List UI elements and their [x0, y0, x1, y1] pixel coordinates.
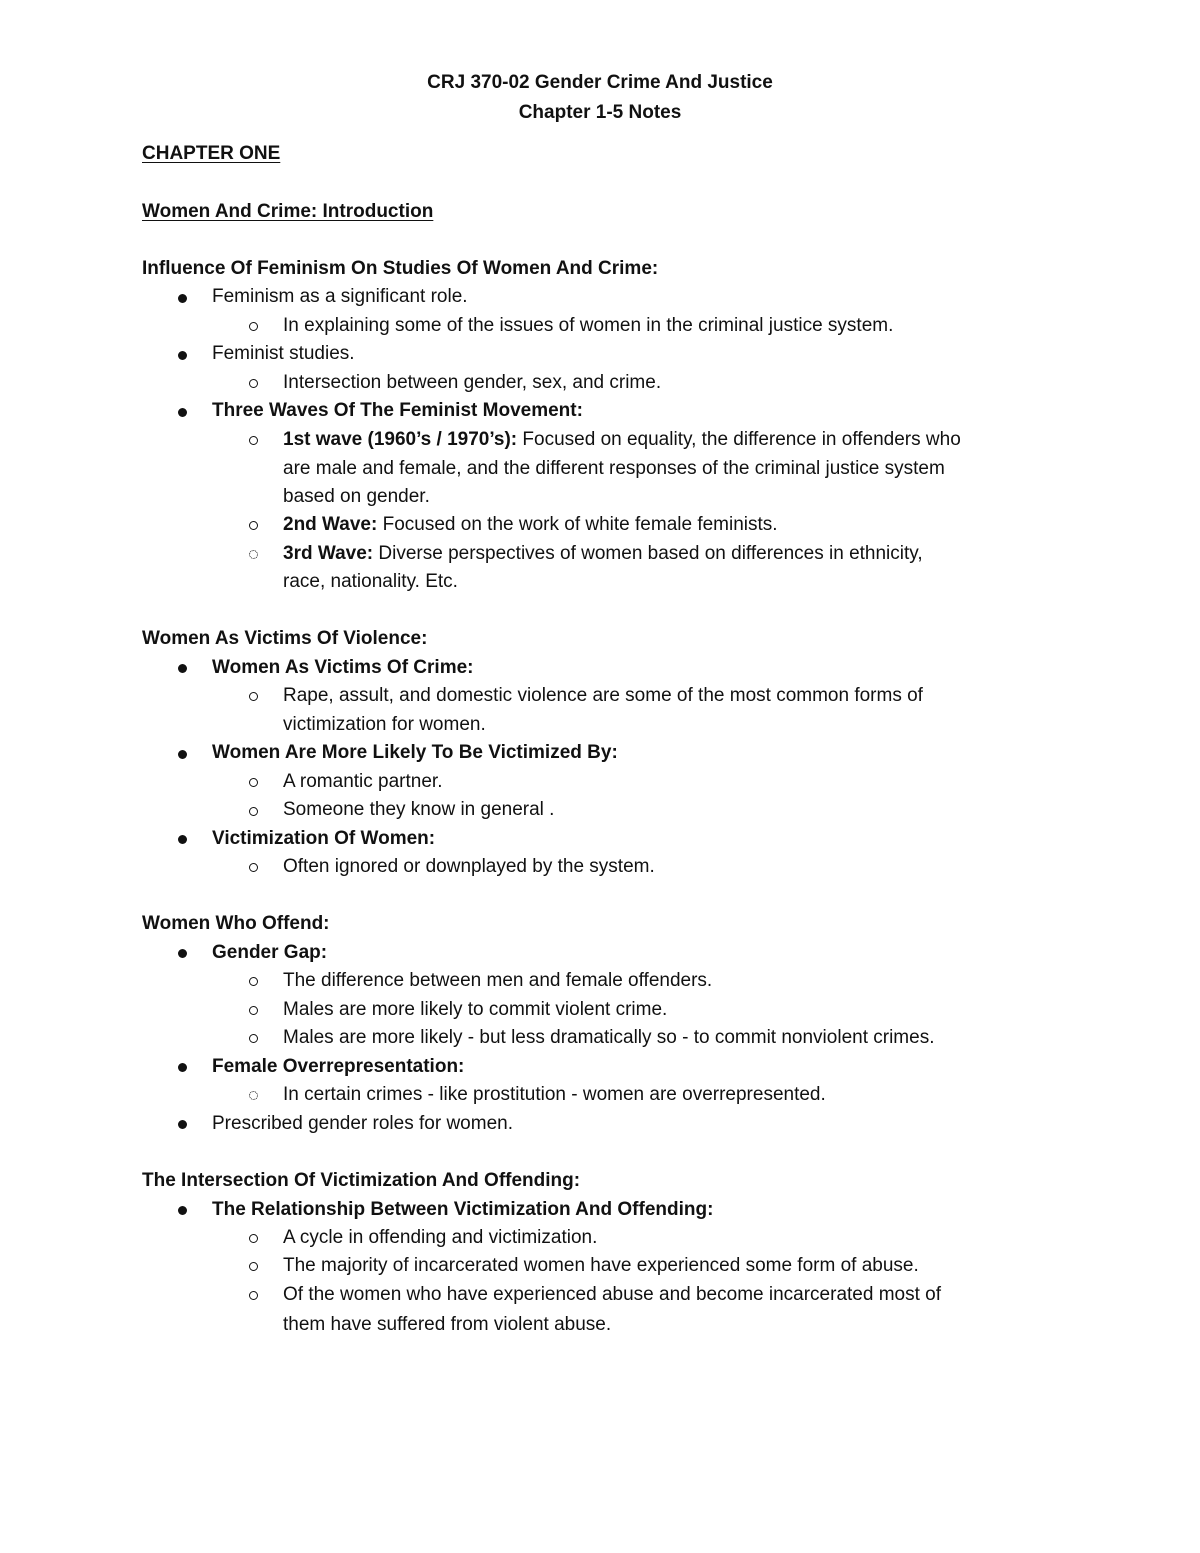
- bullet-icon: [178, 1120, 187, 1129]
- victims-heading: Women As Victims Of Violence:: [142, 628, 428, 649]
- sub-list-item: [283, 542, 923, 566]
- sub-bullet-icon: [249, 550, 258, 559]
- wave1-text: Focused on equality, the difference in offenders who: [517, 429, 961, 450]
- wave3-label: 3rd Wave:: [283, 543, 374, 564]
- sub-list-item: Males are more likely - but less dramatically so - to commit nonviolent crimes.: [283, 1027, 935, 1048]
- list-item: The Relationship Between Victimization And Offending:: [212, 1199, 714, 1220]
- section-title: Women And Crime: Introduction: [142, 201, 434, 222]
- bullet-icon: [178, 949, 187, 958]
- list-item: Gender Gap:: [212, 942, 328, 963]
- sub-list-item: A cycle in offending and victimization.: [283, 1227, 598, 1248]
- sub-list-item: A romantic partner.: [283, 771, 443, 792]
- sub-list-item-continued: based on gender.: [283, 486, 430, 507]
- sub-list-item-continued: race, nationality. Etc.: [283, 571, 458, 592]
- sub-bullet-icon: [249, 807, 258, 816]
- sub-list-item: Often ignored or downplayed by the system.: [283, 856, 655, 877]
- list-item: Prescribed gender roles for women.: [212, 1113, 513, 1134]
- document-title: CRJ 370-02 Gender Crime And Justice: [427, 72, 773, 93]
- sub-bullet-icon: [249, 1262, 258, 1271]
- document-subtitle: Chapter 1-5 Notes: [518, 102, 682, 123]
- bullet-icon: [178, 835, 187, 844]
- sub-bullet-icon: [249, 1234, 258, 1243]
- sub-bullet-icon: [249, 1091, 258, 1100]
- offend-heading: Women Who Offend:: [142, 913, 330, 934]
- sub-bullet-icon: [249, 322, 258, 331]
- bullet-icon: [178, 1063, 187, 1072]
- sub-list-item: Someone they know in general .: [283, 799, 555, 820]
- wave3-text: Diverse perspectives of women based on differences in ethnicity,: [373, 543, 923, 564]
- intersection-heading: The Intersection Of Victimization And Offending:: [142, 1170, 581, 1191]
- bullet-icon: [178, 1206, 187, 1215]
- sub-bullet-icon: [249, 692, 258, 701]
- sub-bullet-icon: [249, 977, 258, 986]
- chapter-heading: CHAPTER ONE: [142, 143, 281, 164]
- bullet-icon: [178, 664, 187, 673]
- feminism-heading: Influence Of Feminism On Studies Of Women And Crime:: [142, 258, 659, 279]
- wave2-text: Focused on the work of white female feminists.: [377, 514, 778, 535]
- list-item: Victimization Of Women:: [212, 828, 436, 849]
- sub-bullet-icon: [249, 379, 258, 388]
- sub-bullet-icon: [249, 1034, 258, 1043]
- wave2-label: 2nd Wave:: [283, 514, 378, 535]
- sub-bullet-icon: [249, 863, 258, 872]
- list-item: Feminist studies.: [212, 343, 355, 364]
- sub-bullet-icon: [249, 1291, 258, 1300]
- sub-list-item: The difference between men and female offenders.: [283, 970, 713, 991]
- bullet-icon: [178, 750, 187, 759]
- sub-list-item: [283, 428, 961, 452]
- sub-list-item: Of the women who have experienced abuse and become incarcerated most of: [283, 1284, 941, 1305]
- list-item: Women As Victims Of Crime:: [212, 657, 474, 678]
- sub-bullet-icon: [249, 436, 258, 445]
- sub-list-item-continued: victimization for women.: [283, 714, 486, 735]
- sub-bullet-icon: [249, 1006, 258, 1015]
- sub-list-item: The majority of incarcerated women have experienced some form of abuse.: [283, 1255, 919, 1276]
- list-item: Three Waves Of The Feminist Movement:: [212, 400, 583, 421]
- bullet-icon: [178, 351, 187, 360]
- sub-bullet-icon: [249, 778, 258, 787]
- sub-list-item: [283, 513, 778, 537]
- sub-list-item: Males are more likely to commit violent crime.: [283, 999, 668, 1020]
- wave1-label: 1st wave (1960’s / 1970’s):: [283, 429, 518, 450]
- list-item: Women Are More Likely To Be Victimized By:: [212, 742, 618, 763]
- sub-bullet-icon: [249, 521, 258, 530]
- bullet-icon: [178, 294, 187, 303]
- list-item: Feminism as a significant role.: [212, 286, 468, 307]
- sub-list-item: Rape, assult, and domestic violence are some of the most common forms of: [283, 685, 923, 706]
- sub-list-item: Intersection between gender, sex, and crime.: [283, 372, 662, 393]
- sub-list-item: In explaining some of the issues of women in the criminal justice system.: [283, 315, 894, 336]
- sub-list-item: In certain crimes - like prostitution - women are overrepresented.: [283, 1084, 826, 1105]
- list-item: Female Overrepresentation:: [212, 1056, 465, 1077]
- bullet-icon: [178, 408, 187, 417]
- sub-list-item-continued: are male and female, and the different responses of the criminal justice system: [283, 458, 945, 479]
- sub-list-item-continued: them have suffered from violent abuse.: [283, 1314, 612, 1335]
